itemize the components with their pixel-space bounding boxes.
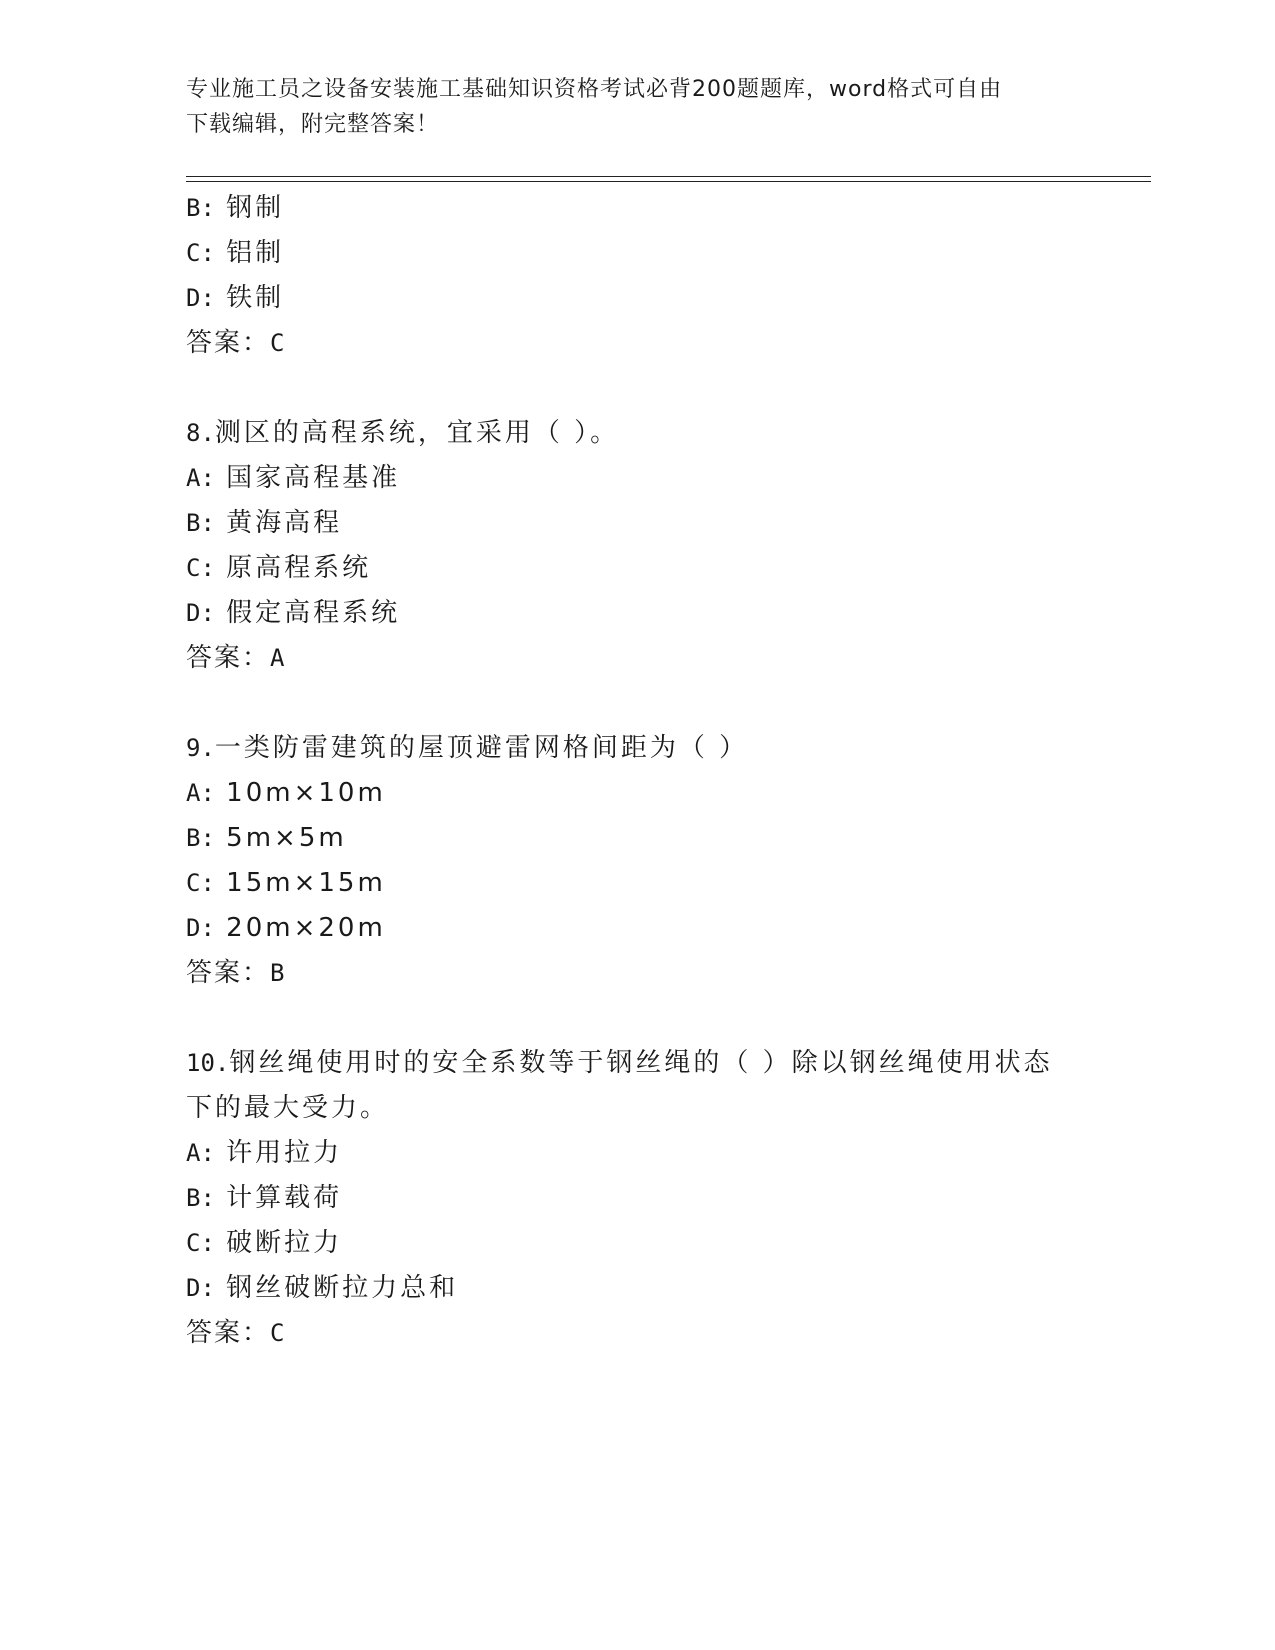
option-text: 国家高程基准	[226, 463, 401, 493]
question-10-option-b	[186, 1183, 342, 1213]
question-8-option-c	[186, 553, 371, 583]
question-number: 8.	[186, 419, 215, 447]
option-text: 铝制	[226, 238, 285, 268]
answer-value: A	[270, 644, 287, 672]
question-8-option-d	[186, 598, 400, 628]
prev-option-d	[186, 283, 284, 313]
question-text: 测区的高程系统，宜采用（ ）。	[214, 418, 620, 448]
question-8-stem	[186, 418, 619, 448]
option-letter: B:	[186, 194, 215, 222]
answer-value: C	[270, 329, 287, 357]
option-letter: C:	[186, 554, 215, 582]
option-text: 20m×20m	[226, 913, 386, 943]
question-10-stem	[186, 1048, 1053, 1078]
question-9-option-b	[186, 823, 347, 853]
option-letter: A:	[186, 464, 215, 492]
option-text: 钢制	[226, 193, 285, 223]
option-letter: C:	[186, 239, 215, 267]
header-divider-bottom	[186, 181, 1151, 182]
question-number: 10.	[186, 1049, 230, 1077]
option-text: 5m×5m	[226, 823, 347, 853]
question-9-stem	[186, 733, 748, 763]
answer-value: C	[270, 1319, 287, 1347]
option-letter: B:	[186, 824, 215, 852]
question-8-option-b	[186, 508, 342, 538]
option-text: 黄海高程	[226, 508, 343, 538]
option-letter: A:	[186, 1139, 215, 1167]
question-10-option-d	[186, 1273, 458, 1303]
answer-value: B	[270, 959, 287, 987]
answer-label: 答案：	[186, 1318, 271, 1348]
option-letter: C:	[186, 1229, 215, 1257]
option-letter: C:	[186, 869, 215, 897]
question-text: 一类防雷建筑的屋顶避雷网格间距为（ ）	[214, 733, 749, 763]
option-letter: D:	[186, 284, 215, 312]
question-8-answer	[186, 643, 286, 673]
answer-label: 答案：	[186, 958, 271, 988]
option-text: 钢丝破断拉力总和	[226, 1273, 459, 1303]
option-letter: B:	[186, 509, 215, 537]
option-letter: D:	[186, 599, 215, 627]
option-letter: D:	[186, 914, 215, 942]
option-text: 原高程系统	[226, 553, 372, 583]
question-10-option-c	[186, 1228, 342, 1258]
option-letter: B:	[186, 1184, 215, 1212]
question-9-option-d	[186, 913, 386, 943]
header-title-line-2: 下载编辑，附完整答案！	[186, 112, 440, 137]
question-10-answer	[186, 1318, 286, 1348]
question-text-line-1: 钢丝绳使用时的安全系数等于钢丝绳的（ ）除以钢丝绳使用状态	[229, 1048, 1053, 1078]
question-10-stem-continued	[186, 1093, 389, 1123]
prev-option-c	[186, 238, 284, 268]
option-text: 许用拉力	[226, 1138, 343, 1168]
header-divider-top	[186, 176, 1151, 177]
option-letter: A:	[186, 779, 215, 807]
question-10-option-a	[186, 1138, 342, 1168]
question-9-answer	[186, 958, 286, 988]
question-number: 9.	[186, 734, 215, 762]
answer-label: 答案：	[186, 643, 271, 673]
question-9-option-a	[186, 778, 386, 808]
option-text: 15m×15m	[226, 868, 386, 898]
answer-label: 答案：	[186, 328, 271, 358]
option-text: 计算载荷	[226, 1183, 343, 1213]
prev-option-b	[186, 193, 284, 223]
option-text: 假定高程系统	[226, 598, 401, 628]
prev-answer	[186, 328, 286, 358]
option-text: 10m×10m	[226, 778, 386, 808]
header-title-line-1: 专业施工员之设备安装施工基础知识资格考试必背200题题库，word格式可自由	[186, 77, 1003, 102]
option-text: 铁制	[226, 283, 285, 313]
document-header	[186, 72, 1066, 142]
option-letter: D:	[186, 1274, 215, 1302]
question-9-option-c	[186, 868, 386, 898]
question-8-option-a	[186, 463, 400, 493]
option-text: 破断拉力	[226, 1228, 343, 1258]
question-text-line-2: 下的最大受力。	[186, 1093, 390, 1123]
